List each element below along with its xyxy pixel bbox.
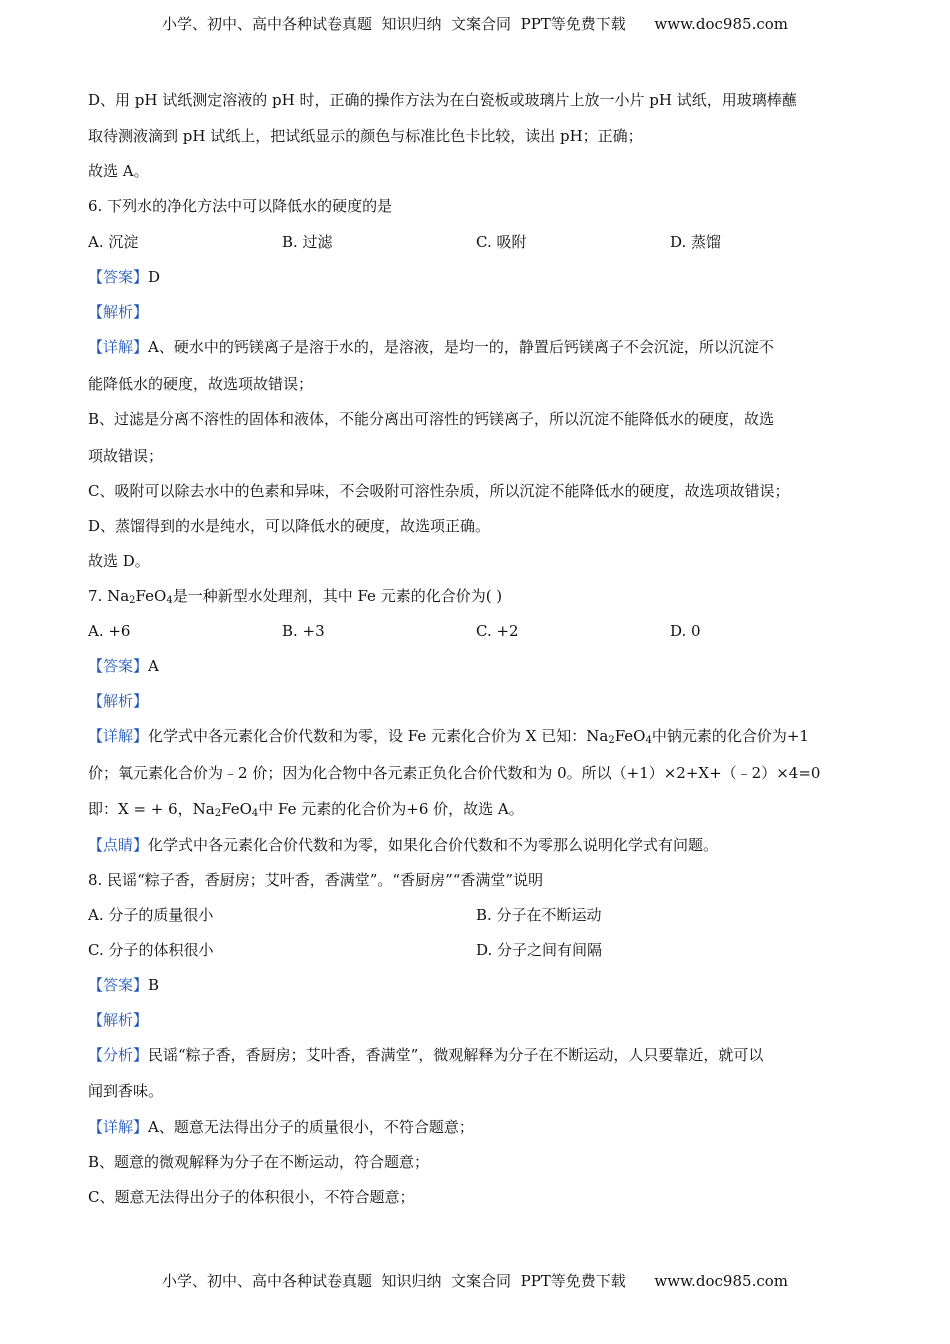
q7-detail-line2: 价；氧元素化合价为﹣2 价；因为化合物中各元素正负化合价代数和为 0。所以（+1）×2+X+（﹣2）×4=0 <box>88 764 821 782</box>
q8-analyze-text1: 民谣“粽子香，香厨房；艾叶香，香满堂”，微观解释为分子在不断运动，人只要靠近，就可以 <box>148 1046 764 1064</box>
q8-analysis-label: 【解析】 <box>88 1011 149 1029</box>
q6-d-line: D、蒸馏得到的水是纯水，可以降低水的硬度，故选项正确。 <box>88 517 491 535</box>
q6-analysis-tag <box>88 302 148 322</box>
q7-option-c: C. +2 <box>476 622 519 640</box>
q6-conclusion: 故选 D。 <box>88 552 150 570</box>
q7-answer-tag: 【答案】 <box>88 657 149 675</box>
q8-detail-a <box>88 1117 474 1137</box>
page-footer: 小学、初中、高中各种试卷真题 知识归纳 文案合同 PPT等免费下载 www.doc985.com <box>161 1272 788 1290</box>
q6-detail-line2: 能降低水的硬度，故选项故错误； <box>88 375 314 393</box>
q8-option-c: C. 分子的体积很小 <box>88 941 214 959</box>
q7-detail-line1 <box>88 726 809 746</box>
q8-answer-tag: 【答案】 <box>88 976 149 994</box>
q6-b-line2: 项故错误； <box>88 447 164 465</box>
q8-option-b: B. 分子在不断运动 <box>476 906 602 924</box>
q7-number: 7. <box>88 587 108 605</box>
q6-option-d: D. 蒸馏 <box>670 233 722 251</box>
prev-option-d-line1: D、用 pH 试纸测定溶液的 pH 时，正确的操作方法为在白瓷板或玻璃片上放一小片 pH 试纸，用玻璃棒蘸 <box>88 91 797 109</box>
q7-detail-text3a: 即：X = + 6， <box>88 800 193 818</box>
q7-detail-tag: 【详解】 <box>88 727 149 745</box>
formula-sub2: 2 <box>608 735 615 746</box>
q7-detail-line3 <box>88 799 524 819</box>
q7-detail-text3b: 中 Fe 元素的化合价为+6 价，故选 A。 <box>258 800 524 818</box>
q7-formula <box>107 587 173 605</box>
q8-stem: 8. 民谣“粽子香，香厨房；艾叶香，香满堂”。“香厨房”“香满堂”说明 <box>88 871 544 889</box>
q8-answer <box>88 975 159 995</box>
q7-stem <box>88 586 502 606</box>
q6-c-line: C、吸附可以除去水中的色素和异味，不会吸附可溶性杂质，所以沉淀不能降低水的硬度，故选项故错误； <box>88 482 790 500</box>
formula-sub2: 2 <box>129 595 136 606</box>
q7-option-b: B. +3 <box>282 622 325 640</box>
page-header: 小学、初中、高中各种试卷真题 知识归纳 文案合同 PPT等免费下载 www.doc985.com <box>161 15 788 33</box>
q8-detail-a-text: A、题意无法得出分子的质量很小，不符合题意； <box>148 1118 474 1136</box>
prev-conclusion: 故选 A。 <box>88 162 149 180</box>
q8-answer-value: B <box>148 976 160 994</box>
q7-answer <box>88 656 159 676</box>
q7-stem-text: 是一种新型水处理剂，其中 Fe 元素的化合价为( ) <box>172 587 503 605</box>
formula-feo: FeO <box>614 727 646 745</box>
q7-option-d: D. 0 <box>670 622 701 640</box>
q6-detail-tag: 【详解】 <box>88 338 149 356</box>
formula-sub4: 4 <box>166 595 173 606</box>
q8-analyze-tag: 【分析】 <box>88 1046 149 1064</box>
formula-feo: FeO <box>135 587 167 605</box>
q7-analysis-label: 【解析】 <box>88 692 149 710</box>
q6-answer-tag: 【答案】 <box>88 268 149 286</box>
q8-option-d: D. 分子之间有间隔 <box>476 941 603 959</box>
q6-detail-line1 <box>88 337 774 357</box>
q8-analysis-tag <box>88 1010 148 1030</box>
q7-detail-text1a: 化学式中各元素化合价代数和为零，设 Fe 元素化合价为 X 已知： <box>148 727 587 745</box>
q7-comment-text: 化学式中各元素化合价代数和为零，如果化合价代数和不为零那么说明化学式有问题。 <box>148 836 719 854</box>
q6-analysis-label: 【解析】 <box>88 303 149 321</box>
q7-comment-tag: 【点睛】 <box>88 836 149 854</box>
q7-detail-text1b: 中钠元素的化合价为+1 <box>651 727 809 745</box>
q8-option-a: A. 分子的质量很小 <box>88 906 214 924</box>
q7-answer-value: A <box>148 657 159 675</box>
q6-detail-text1: A、硬水中的钙镁离子是溶于水的，是溶液，是均一的，静置后钙镁离子不会沉淀，所以沉淀不 <box>148 338 774 356</box>
q8-analyze-line1 <box>88 1045 763 1065</box>
q8-detail-c: C、题意无法得出分子的体积很小，不符合题意； <box>88 1188 415 1206</box>
q6-stem: 6. 下列水的净化方法中可以降低水的硬度的是 <box>88 197 393 215</box>
q7-comment <box>88 835 718 855</box>
q7-option-a: A. +6 <box>88 622 131 640</box>
q6-answer <box>88 267 160 287</box>
formula-sub4: 4 <box>251 808 259 819</box>
formula-feo: FeO <box>221 800 252 818</box>
formula-na: Na <box>586 727 609 745</box>
formula-sub4: 4 <box>645 735 652 746</box>
q8-analyze-line2: 闻到香味。 <box>88 1082 164 1100</box>
q8-detail-tag: 【详解】 <box>88 1118 149 1136</box>
q6-option-c: C. 吸附 <box>476 233 527 251</box>
q7-analysis-tag <box>88 691 148 711</box>
q6-answer-value: D <box>148 268 161 286</box>
prev-option-d-line2: 取待测液滴到 pH 试纸上，把试纸显示的颜色与标准比色卡比较，读出 pH；正确； <box>88 127 643 145</box>
formula-na: Na <box>107 587 130 605</box>
q6-option-a: A. 沉淀 <box>88 233 139 251</box>
q6-option-b: B. 过滤 <box>282 233 333 251</box>
formula-na: Na <box>192 800 215 818</box>
q8-detail-b: B、题意的微观解释为分子在不断运动，符合题意； <box>88 1153 430 1171</box>
formula-sub2: 2 <box>214 808 222 819</box>
q6-b-line1: B、过滤是分离不溶性的固体和液体，不能分离出可溶性的钙镁离子，所以沉淀不能降低水的硬度，故选 <box>88 410 775 428</box>
